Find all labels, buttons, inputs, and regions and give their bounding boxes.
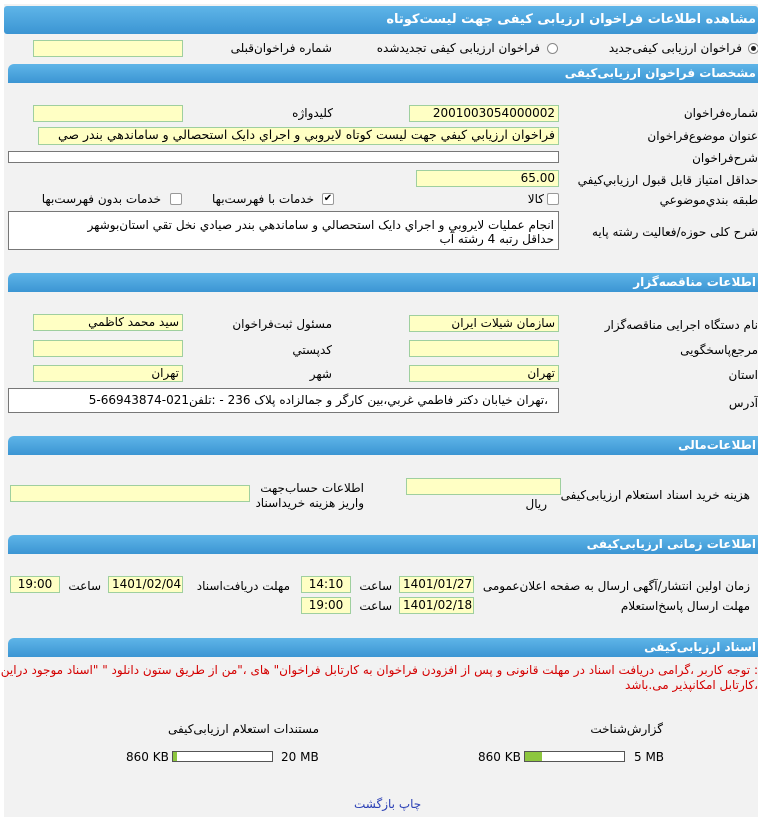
report-progress-bar [524,751,625,762]
receive-date-field[interactable]: 1401/02/04 [108,576,183,593]
services-unlisted-checkbox[interactable] [170,193,182,205]
report-label: گزارش‌شناخت [590,722,663,736]
response-date-field[interactable]: 1401/02/18 [399,597,474,614]
category-label: طبقه بندي‌موضوعي [659,193,758,207]
org-field[interactable]: سازمان شيلات ايران [409,315,559,332]
call-number-label: شماره‌فراخوان [683,106,758,120]
scope-line-2: حداقل رتبه 4 رشته آب [439,232,554,246]
download-notice-line-1: : توجه کاربر ،گرامی دریافت اسناد در مهلت قانونی و پس از افزودن فراخوان به کارتابل فراخوان" های ،"من از طریق ستون دانلود " "اسناد موجود دراین [0,663,758,677]
documents-section-header [8,638,758,657]
new-call-radio[interactable] [748,43,758,54]
reference-field[interactable] [409,340,559,357]
call-number-field[interactable]: 2001003054000002 [409,105,559,122]
download-notice [1,663,758,693]
publish-time-field[interactable]: 14:10 [301,576,351,593]
specs-section-title: مشخصات فراخوان ارزیابی‌کیفی [564,66,756,80]
city-label: شهر [309,367,332,381]
download-notice-line-2: ،کارتابل امکانپذیر می.باشد [625,678,758,692]
account-label [255,481,364,511]
description-label: شرح‌فراخوان [692,151,758,165]
back-link[interactable]: بازگشت [354,797,395,811]
publish-time-label: ساعت [359,579,392,593]
inquiry-progress-fill [173,752,177,761]
services-unlisted-label: خدمات بدون فهرست‌بها [41,192,161,206]
receive-label: مهلت دریافت‌اسناد [196,579,290,593]
renewed-call-label: فراخوان ارزیابی کیفی تجدیدشده [376,41,540,55]
fee-label: هزینه خرید اسناد استعلام ارزیابی‌کیفی [560,488,750,502]
response-time-label: ساعت [359,599,392,613]
subject-field[interactable]: فراخوان ارزيابي کيفي جهت ليست کوتاه لايروبي و اجراي دايک استحصالي و ساماندهي بندر صي [38,127,559,145]
receive-time-field[interactable]: 19:00 [10,576,60,593]
address-field[interactable]: ،تهران خيابان دکتر فاطمي غربي،بين کارگر و جمالزاده پلاک 236 - :تلفن021-66943874-5 [8,388,559,413]
goods-checkbox[interactable] [547,193,559,205]
inquiry-file-size: 860 KB [126,750,169,764]
services-listed-label: خدمات با فهرست‌بها [212,192,314,206]
address-label: آدرس [728,396,758,410]
currency-label: ریال [525,497,547,511]
publish-label: زمان اولین انتشار/آگهی ارسال به صفحه اعلان‌عمومی [482,579,750,593]
tenderer-section-header [8,273,758,292]
publish-date-field[interactable]: 1401/01/27 [399,576,474,593]
org-label: نام دستگاه اجرایی مناقصه‌گزار [604,318,758,332]
prev-number-field[interactable] [33,40,183,57]
scope-field[interactable] [8,211,559,250]
timing-section-header [8,535,758,554]
inquiry-max-size: 20 MB [281,750,319,764]
response-time-field[interactable]: 19:00 [301,597,351,614]
financial-section-title: اطلاعات‌مالی [678,438,756,452]
subject-label: عنوان موضوع‌فراخوان [647,129,758,143]
new-call-label: فراخوان ارزیابی کیفی‌جدید [608,41,742,55]
account-label-line-1: اطلاعات حساب‌جهت [260,481,364,495]
min-score-field[interactable]: 65.00 [416,170,559,187]
keyword-label: کلیدواژه [292,106,333,120]
description-field[interactable] [8,151,559,163]
timing-section-title: اطلاعات زمانی ارزیابی‌کیفی [586,537,756,551]
specs-section-header [8,64,758,83]
account-label-line-2: واریز هزینه خریداسناد [255,496,364,510]
postal-code-label: کدپستي [292,343,332,357]
print-link[interactable]: چاپ [398,797,422,811]
page-title-bar [4,6,758,34]
prev-number-label: شماره فراخوان‌قبلی [230,41,332,55]
officer-field[interactable]: سيد محمد کاظمي [33,314,183,331]
page-title: مشاهده اطلاعات فراخوان ارزیابی کیفی جهت لیست‌کوتاه [386,12,756,27]
services-listed-checkbox[interactable]: ✔ [323,193,333,204]
report-progress-fill [525,752,542,761]
financial-section-header [8,436,758,455]
scope-label: شرح کلی حوزه/فعالیت رشته پایه [591,225,758,239]
receive-time-label: ساعت [68,579,101,593]
inquiry-progress-bar [172,751,273,762]
officer-label: مسئول ثبت‌فراخوان [232,317,332,331]
footer-links [354,797,421,811]
province-label: استان [728,368,758,382]
goods-label: کالا [527,192,544,206]
account-field[interactable] [10,485,250,502]
tenderer-section-title: اطلاعات مناقصه‌گزار [633,275,756,289]
fee-field[interactable] [406,478,561,495]
documents-section-title: اسناد ارزیابی‌کیفی [644,640,756,654]
scope-line-1: انجام عمليات لايروبي و اجراي دايک استحصالي و ساماندهي بندر صيادي نخل تقي استان‌بوشهر [87,218,554,232]
report-file-size: 860 KB [478,750,521,764]
response-label: مهلت ارسال پاسخ‌استعلام [620,599,750,613]
inquiry-docs-label: مستندات استعلام ارزیابی‌کیفی [168,722,319,736]
city-field[interactable]: تهران [33,365,183,382]
reference-label: مرجع‌پاسخگویی [680,343,758,357]
province-field[interactable]: تهران [409,365,559,382]
postal-code-field[interactable] [33,340,183,357]
report-max-size: 5 MB [634,750,665,764]
min-score-label: حداقل امتياز قابل قبول ارزيابي‌کيفي [577,173,758,187]
keyword-field[interactable] [33,105,183,122]
renewed-call-radio[interactable] [547,43,558,54]
